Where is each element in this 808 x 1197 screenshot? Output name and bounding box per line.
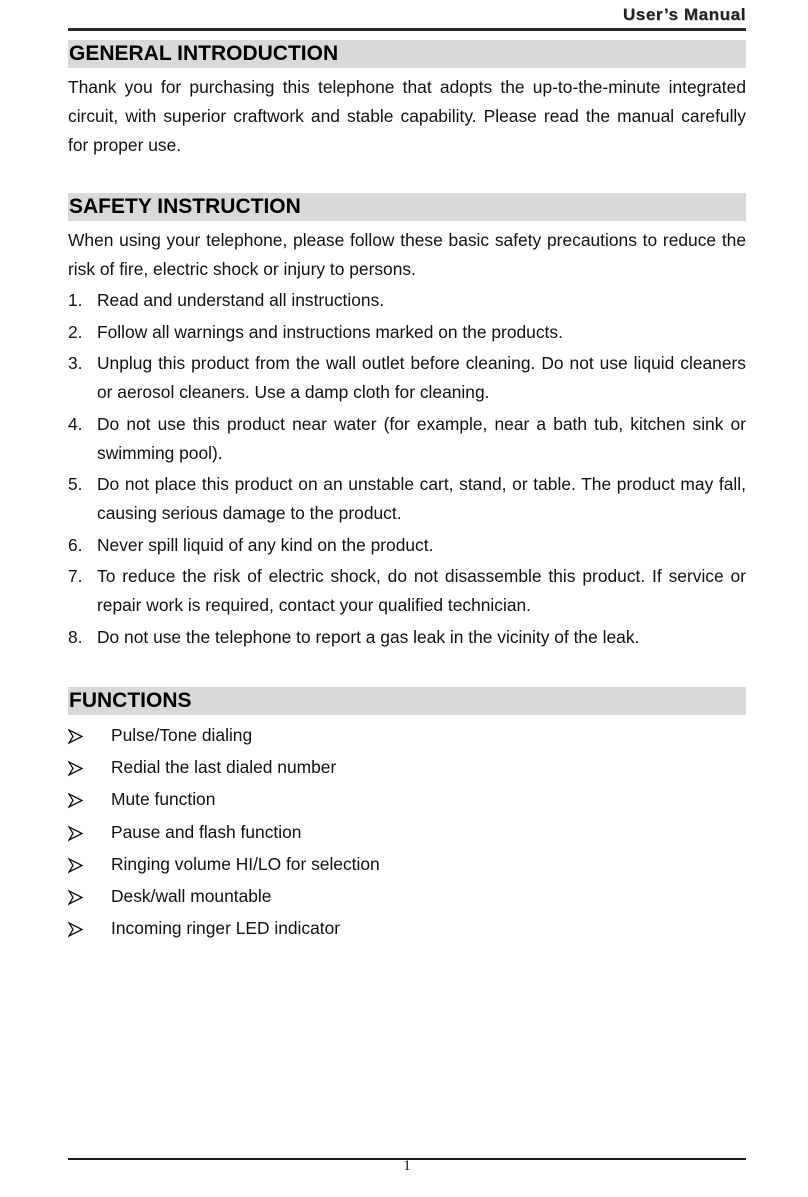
arrowhead-bullet-icon xyxy=(68,753,84,782)
function-item-text: Ringing volume HI/LO for selection xyxy=(111,853,380,874)
safety-item-text: Do not place this product on an unstable cart, stand, or table. The product may fall, causing serious damage to the product. xyxy=(97,474,746,523)
running-header xyxy=(68,4,746,31)
safety-item xyxy=(68,349,746,407)
safety-item-text: Do not use the telephone to report a gas leak in the vicinity of the leak. xyxy=(97,626,640,647)
safety-item xyxy=(68,623,746,652)
safety-instruction-heading: SAFETY INSTRUCTION xyxy=(68,193,746,221)
running-header-title: User’s Manual xyxy=(622,5,746,24)
function-item-text: Pause and flash function xyxy=(111,821,302,842)
function-item xyxy=(68,914,746,943)
functions-list xyxy=(68,721,746,946)
safety-item xyxy=(68,318,746,347)
safety-item-number: 7. xyxy=(68,566,83,586)
general-introduction-heading: GENERAL INTRODUCTION xyxy=(68,40,746,68)
function-item-text: Desk/wall mountable xyxy=(111,885,272,906)
safety-item-number: 5. xyxy=(68,474,83,494)
safety-item-number: 4. xyxy=(68,413,83,434)
safety-item-number: 6. xyxy=(68,534,83,555)
functions-heading: FUNCTIONS xyxy=(68,687,746,715)
safety-list xyxy=(68,286,746,654)
arrowhead-bullet-icon xyxy=(68,721,84,750)
safety-item-text: Follow all warnings and instructions marked on the products. xyxy=(97,321,563,342)
safety-item xyxy=(68,470,746,528)
safety-item xyxy=(68,531,746,560)
arrowhead-bullet-icon xyxy=(68,785,84,814)
safety-item-number: 2. xyxy=(68,321,83,342)
safety-item-number: 1. xyxy=(68,290,83,310)
function-item xyxy=(68,721,746,750)
page-number: 1 xyxy=(403,1158,411,1174)
safety-item-number: 8. xyxy=(68,626,83,647)
general-introduction-body: Thank you for purchasing this telephone that adopts the up-to-the-minute integrated circuit, with superior craftwork and stable capability. Please read the manual carefully for proper use. xyxy=(68,77,746,155)
arrowhead-bullet-icon xyxy=(68,882,84,911)
function-item xyxy=(68,753,746,782)
function-item xyxy=(68,785,746,814)
manual-page xyxy=(68,0,746,1197)
function-item-text: Redial the last dialed number xyxy=(111,757,337,778)
safety-item-text: Unplug this product from the wall outlet before cleaning. Do not use liquid cleaners or aerosol cleaners. Use a damp cloth for cleaning. xyxy=(97,353,746,402)
function-item xyxy=(68,882,746,911)
function-item xyxy=(68,818,746,847)
safety-item xyxy=(68,410,746,468)
safety-item-text: Never spill liquid of any kind on the product. xyxy=(97,534,434,555)
safety-item-text: Read and understand all instructions. xyxy=(97,290,385,310)
safety-item-number: 3. xyxy=(68,353,83,373)
function-item-text: Mute function xyxy=(111,789,216,810)
function-item-text: Pulse/Tone dialing xyxy=(111,725,253,745)
safety-item-text: Do not use this product near water (for example, near a bath tub, kitchen sink or swimming pool). xyxy=(97,413,746,463)
safety-item xyxy=(68,562,746,620)
arrowhead-bullet-icon xyxy=(68,914,84,943)
safety-item xyxy=(68,286,746,315)
arrowhead-bullet-icon xyxy=(68,850,84,879)
function-item xyxy=(68,850,746,879)
arrowhead-bullet-icon xyxy=(68,818,84,847)
safety-item-text: To reduce the risk of electric shock, do not disassemble this product. If service or repair work is required, contact your qualified technician. xyxy=(97,566,746,615)
function-item-text: Incoming ringer LED indicator xyxy=(111,918,341,939)
safety-intro: When using your telephone, please follow these basic safety precautions to reduce the risk of fire, electric shock or injury to persons. xyxy=(68,230,746,279)
